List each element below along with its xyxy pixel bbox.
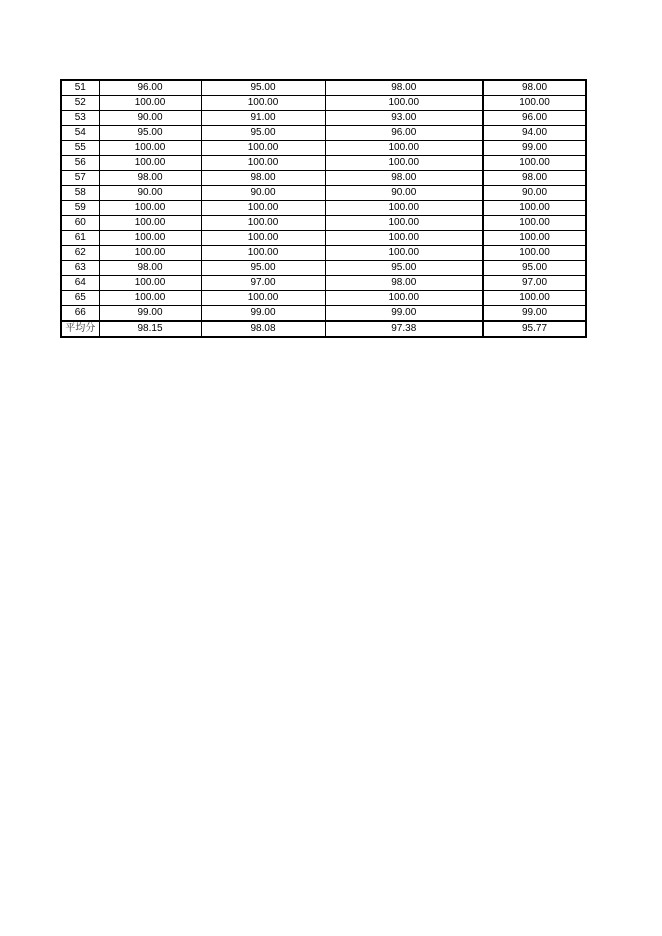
score-cell: 95.00 [483, 261, 586, 276]
average-cell: 95.77 [483, 321, 586, 337]
score-table [60, 79, 587, 338]
row-number-cell: 52 [61, 96, 99, 111]
score-cell: 95.00 [201, 126, 325, 141]
score-cell: 96.00 [325, 126, 483, 141]
score-cell: 99.00 [99, 306, 201, 322]
score-cell: 100.00 [201, 96, 325, 111]
score-cell: 96.00 [99, 80, 201, 96]
average-cell: 98.08 [201, 321, 325, 337]
row-number-cell: 59 [61, 201, 99, 216]
score-cell: 100.00 [325, 246, 483, 261]
row-number-cell: 66 [61, 306, 99, 322]
score-cell: 97.00 [483, 276, 586, 291]
score-cell: 100.00 [201, 201, 325, 216]
table-row [61, 80, 586, 96]
table-row [61, 291, 586, 306]
table-row [61, 306, 586, 322]
table-row [61, 231, 586, 246]
row-number-cell: 64 [61, 276, 99, 291]
table-row [61, 111, 586, 126]
row-number-cell: 62 [61, 246, 99, 261]
score-cell: 100.00 [201, 156, 325, 171]
score-cell: 90.00 [201, 186, 325, 201]
score-cell: 100.00 [99, 276, 201, 291]
row-number-cell: 57 [61, 171, 99, 186]
score-table-body [61, 80, 586, 337]
score-cell: 100.00 [483, 246, 586, 261]
score-cell: 100.00 [325, 216, 483, 231]
score-cell: 98.00 [99, 171, 201, 186]
score-cell: 90.00 [325, 186, 483, 201]
score-cell: 90.00 [99, 111, 201, 126]
score-cell: 99.00 [483, 306, 586, 322]
score-cell: 100.00 [325, 96, 483, 111]
row-number-cell: 63 [61, 261, 99, 276]
score-cell: 100.00 [325, 231, 483, 246]
score-cell: 100.00 [99, 231, 201, 246]
table-row [61, 171, 586, 186]
average-row [61, 321, 586, 337]
score-cell: 100.00 [483, 201, 586, 216]
score-cell: 91.00 [201, 111, 325, 126]
score-cell: 100.00 [99, 96, 201, 111]
score-cell: 100.00 [483, 291, 586, 306]
score-cell: 100.00 [325, 141, 483, 156]
score-cell: 100.00 [99, 156, 201, 171]
score-cell: 94.00 [483, 126, 586, 141]
table-row [61, 276, 586, 291]
row-number-cell: 60 [61, 216, 99, 231]
score-cell: 99.00 [201, 306, 325, 322]
row-number-cell: 61 [61, 231, 99, 246]
score-cell: 98.00 [99, 261, 201, 276]
score-cell: 100.00 [483, 156, 586, 171]
score-cell: 100.00 [325, 201, 483, 216]
row-number-cell: 65 [61, 291, 99, 306]
table-row [61, 216, 586, 231]
score-cell: 96.00 [483, 111, 586, 126]
score-sheet [60, 79, 585, 338]
score-cell: 98.00 [483, 80, 586, 96]
row-number-cell: 56 [61, 156, 99, 171]
score-cell: 100.00 [201, 216, 325, 231]
table-row [61, 96, 586, 111]
score-cell: 100.00 [483, 231, 586, 246]
score-cell: 100.00 [99, 291, 201, 306]
row-number-cell: 58 [61, 186, 99, 201]
score-cell: 100.00 [325, 291, 483, 306]
score-cell: 90.00 [99, 186, 201, 201]
score-cell: 100.00 [201, 246, 325, 261]
row-number-cell: 54 [61, 126, 99, 141]
table-row [61, 141, 586, 156]
table-row [61, 261, 586, 276]
score-cell: 100.00 [201, 231, 325, 246]
table-row [61, 126, 586, 141]
score-cell: 95.00 [201, 261, 325, 276]
score-cell: 98.00 [325, 80, 483, 96]
row-number-cell: 53 [61, 111, 99, 126]
score-cell: 95.00 [201, 80, 325, 96]
score-cell: 95.00 [325, 261, 483, 276]
average-cell: 97.38 [325, 321, 483, 337]
score-cell: 99.00 [325, 306, 483, 322]
score-cell: 98.00 [325, 276, 483, 291]
score-cell: 100.00 [201, 291, 325, 306]
row-number-cell: 51 [61, 80, 99, 96]
average-label: 平均分 [61, 321, 99, 337]
score-cell: 90.00 [483, 186, 586, 201]
table-row [61, 201, 586, 216]
score-cell: 100.00 [483, 96, 586, 111]
table-row [61, 186, 586, 201]
table-row [61, 246, 586, 261]
score-cell: 100.00 [201, 141, 325, 156]
score-cell: 100.00 [99, 246, 201, 261]
score-cell: 100.00 [483, 216, 586, 231]
table-row [61, 156, 586, 171]
score-cell: 95.00 [99, 126, 201, 141]
score-cell: 99.00 [483, 141, 586, 156]
score-cell: 97.00 [201, 276, 325, 291]
score-cell: 98.00 [483, 171, 586, 186]
score-cell: 100.00 [99, 216, 201, 231]
score-cell: 100.00 [99, 141, 201, 156]
average-cell: 98.15 [99, 321, 201, 337]
score-cell: 100.00 [99, 201, 201, 216]
score-cell: 100.00 [325, 156, 483, 171]
row-number-cell: 55 [61, 141, 99, 156]
score-cell: 98.00 [201, 171, 325, 186]
score-cell: 93.00 [325, 111, 483, 126]
score-cell: 98.00 [325, 171, 483, 186]
